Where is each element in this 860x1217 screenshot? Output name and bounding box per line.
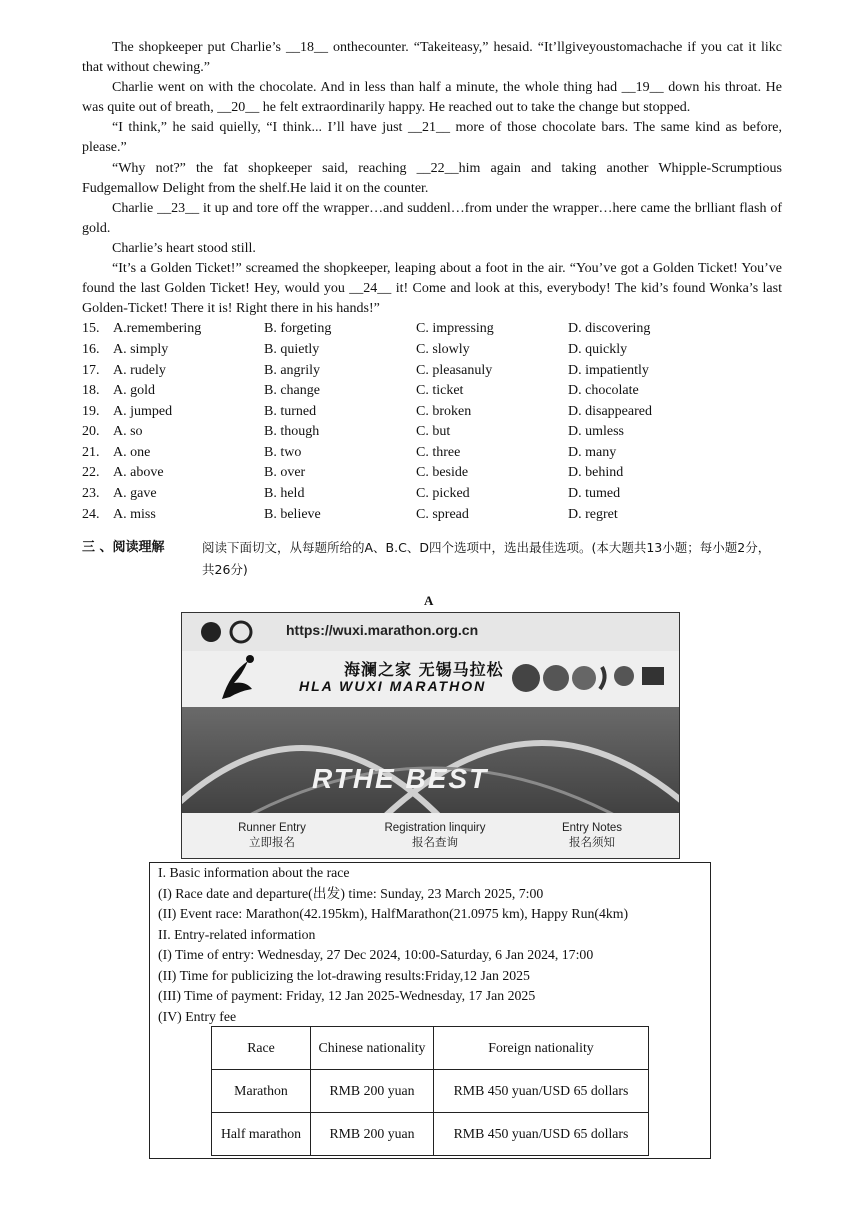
registration-inquiry-link[interactable] bbox=[360, 821, 510, 851]
option-row bbox=[82, 319, 782, 340]
option-a: A.remembering bbox=[113, 321, 202, 337]
info-line: (I) Race date and departure(出发) time: Sunday, 23 March 2025, 7:00 bbox=[158, 885, 544, 901]
table-header: Race bbox=[212, 1027, 311, 1070]
link-label-zh: 立即报名 bbox=[249, 837, 295, 849]
option-row bbox=[82, 505, 782, 526]
question-number: 17. bbox=[82, 362, 100, 378]
option-b: B. held bbox=[264, 486, 305, 502]
info-line: (I) Time of entry: Wednesday, 27 Dec 2024, 10:00-Saturday, 6 Jan 2024, 17:00 bbox=[158, 947, 594, 962]
option-d: D. umless bbox=[568, 424, 624, 440]
question-number: 18. bbox=[82, 383, 100, 399]
question-number: 16. bbox=[82, 341, 100, 357]
table-row bbox=[212, 1070, 649, 1113]
table-cell: RMB 200 yuan bbox=[311, 1113, 434, 1156]
sponsor-logo-icon bbox=[614, 666, 634, 686]
option-d: D. quickly bbox=[568, 341, 628, 357]
marathon-banner-image bbox=[181, 612, 680, 859]
option-row bbox=[82, 381, 782, 402]
sponsor-logo-icon bbox=[600, 667, 605, 689]
site-icons bbox=[198, 619, 258, 645]
entry-notes-link[interactable] bbox=[532, 821, 652, 851]
question-number: 22. bbox=[82, 465, 100, 481]
option-row bbox=[82, 463, 782, 484]
sponsor-logos bbox=[510, 661, 670, 695]
paragraph: Charlie went on with the chocolate. And in less than half a minute, the whole thing had __19__ down his throat. He was quite out of breath, __20__ he felt extraordinarily happy. He reached out to take the change but stopped. bbox=[82, 80, 782, 116]
table-cell: RMB 200 yuan bbox=[311, 1070, 434, 1113]
sponsor-logo-icon bbox=[642, 667, 664, 685]
table-header-row bbox=[212, 1027, 649, 1070]
option-d: D. regret bbox=[568, 506, 618, 522]
option-d: D. many bbox=[568, 444, 617, 460]
option-d: D. disappeared bbox=[568, 403, 652, 419]
weibo-icon bbox=[231, 622, 251, 642]
option-b: B. though bbox=[264, 424, 320, 440]
sponsor-logo-icon bbox=[572, 666, 596, 690]
option-a: A. one bbox=[113, 444, 151, 460]
table-header: Foreign nationality bbox=[434, 1027, 649, 1070]
paragraph: “I think,” he said quielly, “I think... I’ll have just __21__ more of those chocolate bars. The same kind as before, please.” bbox=[82, 120, 782, 156]
option-a: A. gave bbox=[113, 486, 157, 502]
option-c: C. slowly bbox=[416, 341, 470, 357]
option-b: B. over bbox=[264, 465, 306, 481]
table-cell: RMB 450 yuan/USD 65 dollars bbox=[434, 1070, 649, 1113]
option-row bbox=[82, 484, 782, 505]
option-c: C. picked bbox=[416, 486, 470, 502]
banner-title-en: HLA WUXI MARATHON bbox=[299, 678, 487, 694]
race-info-box bbox=[149, 862, 711, 1159]
runner-entry-link[interactable] bbox=[212, 821, 332, 851]
option-a: A. so bbox=[113, 424, 143, 440]
table-cell: Marathon bbox=[212, 1070, 311, 1113]
option-a: A. jumped bbox=[113, 403, 173, 419]
table-cell: RMB 450 yuan/USD 65 dollars bbox=[434, 1113, 649, 1156]
paragraph: “It’s a Golden Ticket!” screamed the shopkeeper, leaping about a foot in the air. “You’ve got a Golden Ticket! You’ve found the last Golden Ticket! Hey, would you __24__ it! Come and look at this, everybody! The kid’s found Wonka’s last Golden-Ticket! There it is! Right there in his hands!” bbox=[82, 261, 782, 317]
option-d: D. tumed bbox=[568, 486, 621, 502]
option-b: B. quietly bbox=[264, 341, 320, 357]
option-d: D. chocolate bbox=[568, 383, 639, 399]
info-line: (II) Event race: Marathon(42.195km), HalfMarathon(21.0975 km), Happy Run(4km) bbox=[158, 906, 629, 921]
paragraph: Charlie’s heart stood still. bbox=[112, 240, 256, 256]
option-b: B. believe bbox=[264, 506, 321, 522]
option-c: C. spread bbox=[416, 506, 469, 522]
link-label-en: Registration linquiry bbox=[384, 822, 486, 834]
paragraph: The shopkeeper put Charlie’s __18__ onthecounter. “Takeiteasy,” hesaid. “It’llgiveyoustomachache if you cat it likc that without chewing.” bbox=[82, 40, 782, 76]
option-row bbox=[82, 361, 782, 382]
option-c: C. three bbox=[416, 444, 461, 460]
sponsor-logo-icon bbox=[512, 664, 540, 692]
section-label: 三 、阅读理解 bbox=[82, 540, 165, 556]
banner-url: https://wuxi.marathon.org.cn bbox=[286, 622, 479, 638]
table-row bbox=[212, 1113, 649, 1156]
option-a: A. simply bbox=[113, 341, 169, 357]
info-line: (IV) Entry fee bbox=[158, 1008, 237, 1024]
option-row bbox=[82, 443, 782, 464]
option-d: D. behind bbox=[568, 465, 624, 481]
option-row bbox=[82, 422, 782, 443]
option-a: A. miss bbox=[113, 506, 156, 522]
option-row bbox=[82, 340, 782, 361]
options-list bbox=[82, 319, 782, 525]
option-c: C. broken bbox=[416, 403, 472, 419]
entry-fee-table bbox=[211, 1026, 649, 1156]
info-line: (II) Time for publicizing the lot-drawing results:Friday,12 Jan 2025 bbox=[158, 967, 530, 983]
question-number: 20. bbox=[82, 424, 100, 440]
runner-logo-icon bbox=[212, 653, 262, 705]
option-a: A. rudely bbox=[113, 362, 166, 378]
option-c: C. impressing bbox=[416, 321, 494, 337]
question-number: 23. bbox=[82, 486, 100, 502]
sponsor-logo-icon bbox=[543, 665, 569, 691]
paw-icon bbox=[201, 622, 221, 642]
option-b: B. angrily bbox=[264, 362, 320, 378]
question-number: 21. bbox=[82, 444, 100, 460]
info-line: II. Entry-related information bbox=[158, 926, 316, 942]
section-header bbox=[82, 537, 782, 581]
section-instruction: 阅读下面切文，从每题所给的A、B.C、D四个选项中，选出最佳选项。(本大题共13小题；每小题2分，共26分) bbox=[202, 540, 771, 578]
option-d: D. impatiently bbox=[568, 362, 649, 378]
option-b: B. change bbox=[264, 383, 320, 399]
option-b: B. turned bbox=[264, 403, 317, 419]
option-a: A. above bbox=[113, 465, 164, 481]
question-number: 19. bbox=[82, 403, 100, 419]
info-line: (III) Time of payment: Friday, 12 Jan 2025-Wednesday, 17 Jan 2025 bbox=[158, 988, 536, 1003]
option-d: D. discovering bbox=[568, 321, 651, 337]
option-b: B. two bbox=[264, 444, 302, 460]
link-label-en: Entry Notes bbox=[561, 822, 623, 834]
link-label-zh: 报名须知 bbox=[569, 837, 615, 849]
link-label-zh: 报名查询 bbox=[412, 837, 458, 849]
option-c: C. ticket bbox=[416, 383, 464, 399]
banner-title-zh: 海澜之家 无锡马拉松 bbox=[344, 660, 504, 679]
paragraph: Charlie __23__ it up and tore off the wrapper…and suddenl…from under the wrapper…here came the brlliant flash of gold. bbox=[82, 200, 782, 236]
option-c: C. beside bbox=[416, 465, 469, 481]
question-number: 15. bbox=[82, 321, 100, 337]
option-b: B. forgeting bbox=[264, 321, 332, 337]
table-cell: Half marathon bbox=[212, 1113, 311, 1156]
option-c: C. pleasanuly bbox=[416, 362, 493, 378]
question-number: 24. bbox=[82, 506, 100, 522]
option-c: C. but bbox=[416, 424, 451, 440]
link-label-en: Runner Entry bbox=[238, 822, 306, 834]
paragraph: “Why not?” the fat shopkeeper said, reaching __22__him again and taking another Whipple-Scrumptious Fudgemallow Delight from the shelf.He laid it on the counter. bbox=[82, 160, 782, 196]
banner-slogan: RTHE BEST bbox=[312, 763, 489, 794]
info-line: I. Basic information about the race bbox=[158, 865, 350, 880]
passage-label: A bbox=[424, 593, 434, 608]
table-header: Chinese nationality bbox=[311, 1027, 434, 1070]
passage bbox=[82, 38, 782, 581]
option-a: A. gold bbox=[113, 383, 155, 399]
option-row bbox=[82, 402, 782, 423]
